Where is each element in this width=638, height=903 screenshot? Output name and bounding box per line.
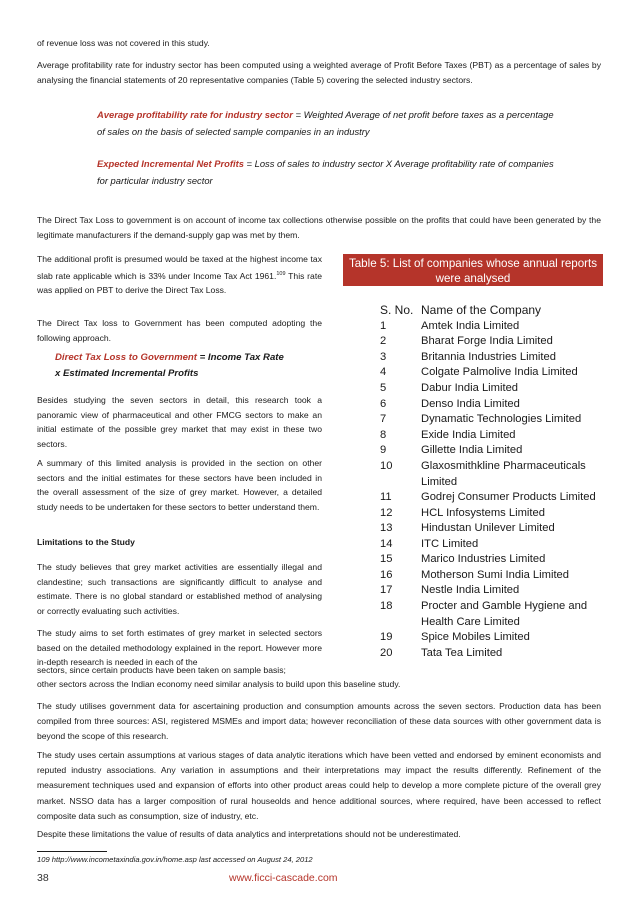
page-number: 38 bbox=[37, 872, 49, 884]
limitations-heading: Limitations to the Study bbox=[37, 537, 135, 547]
para-limitations: The study believes that grey market activities are essentially illegal and clandestine; such transactions are significantly difficult to analyse and estimate. There is no global standard or established method of analysing or correctly evaluating such activities. bbox=[37, 562, 322, 616]
row-no: 11 bbox=[380, 491, 392, 503]
row-name: Denso India Limited bbox=[421, 398, 520, 410]
formula-definition: = Loss of sales to industry sector X Average profitability rate of companies for particular industry sector bbox=[97, 158, 554, 186]
formula-rest: = Income Tax Rate bbox=[197, 352, 284, 363]
row-name: Colgate Palmolive India Limited bbox=[421, 366, 578, 378]
row-name: ITC Limited bbox=[421, 538, 479, 550]
row-name: Amtek India Limited bbox=[421, 320, 520, 332]
row-no: 1 bbox=[380, 320, 387, 332]
footer-website-link[interactable]: www.ficci-cascade.com bbox=[229, 872, 338, 884]
row-no: 12 bbox=[380, 507, 393, 519]
formula-direct-tax bbox=[55, 350, 325, 382]
row-no: 10 bbox=[380, 460, 393, 472]
row-name: Hindustan Unilever Limited bbox=[421, 522, 555, 534]
row-no: 8 bbox=[380, 429, 387, 441]
row-no: 14 bbox=[380, 538, 393, 550]
row-name: Dynamatic Technologies Limited bbox=[421, 413, 582, 425]
footnote: 109 http://www.incometaxindia.gov.in/home.asp last accessed on August 24, 2012 bbox=[37, 855, 313, 864]
row-name: Exide India Limited bbox=[421, 429, 516, 441]
row-no: 4 bbox=[380, 366, 387, 378]
row-no: 6 bbox=[380, 398, 387, 410]
para-text: The additional profit is presumed would be taxed at the highest income tax slab rate applicable which is 33% under Income Tax Act 1961. bbox=[37, 254, 322, 281]
row-name: Marico Industries Limited bbox=[421, 553, 546, 565]
row-name: Dabur India Limited bbox=[421, 382, 519, 394]
formula-term: Direct Tax Loss to Government bbox=[55, 352, 197, 363]
row-no: 17 bbox=[380, 584, 393, 596]
para-aims-cont1: sectors, since certain products have been taken on sample basis; bbox=[37, 665, 286, 675]
row-no: 13 bbox=[380, 522, 393, 534]
para-aims: The study aims to set forth estimates of grey market in selected sectors based on the detailed methodology explained in the report. However more in-depth research is needed in each of the bbox=[37, 628, 322, 668]
para-govt-data: The study utilises government data for ascertaining production and consumption amounts across the seven sectors. Production data has been compiled from three sources: ASI, registered MSMEs and import data; however reconciliation of these data sources with other government data is beyond the scope of this research. bbox=[37, 701, 601, 742]
row-no: 2 bbox=[380, 335, 387, 347]
para-avg-profitability: Average profitability rate for industry sector has been computed using a weighted average of Profit Before Taxes (PBT) as a percentage of sales by analysing the financial statements of 20 representative companies (Table 5) covering the selected industry sectors. bbox=[37, 60, 601, 86]
formula-line2: x Estimated Incremental Profits bbox=[55, 367, 199, 379]
para-aims-cont2: other sectors across the Indian economy need similar analysis to build upon this baseline study. bbox=[37, 679, 401, 689]
row-name: HCL Infosystems Limited bbox=[421, 507, 545, 519]
row-name: Britannia Industries Limited bbox=[421, 351, 556, 363]
row-name: Gillette India Limited bbox=[421, 444, 523, 456]
para-summary: A summary of this limited analysis is provided in the section on other sectors and the initial estimates for these sectors have been included in the overall assessment of the size of grey market. However, a detailed study needs to be undertaken for these sectors to better understand them. bbox=[37, 458, 322, 512]
para-direct-tax-loss: The Direct Tax Loss to government is on account of income tax collections otherwise possible on the profits that could have been generated by the legitimate manufacturers if the demand-supply gap was met by them. bbox=[37, 215, 601, 241]
para-despite: Despite these limitations the value of results of data analytics and interpretations should not be underestimated. bbox=[37, 829, 461, 839]
para-additional-profit bbox=[37, 252, 322, 298]
row-name: Tata Tea Limited bbox=[421, 647, 503, 659]
formula-definition: = Weighted Average of net profit before taxes as a percentage of sales on the basis of selected sample companies in an industry bbox=[97, 109, 554, 137]
row-no: 7 bbox=[380, 413, 387, 425]
row-name: Spice Mobiles Limited bbox=[421, 631, 530, 643]
row-no: 9 bbox=[380, 444, 387, 456]
row-name: Procter and Gamble Hygiene and Health Care Limited bbox=[421, 600, 588, 628]
row-name: Bharat Forge India Limited bbox=[421, 335, 553, 347]
formula-term: Average profitability rate for industry sector bbox=[97, 109, 293, 120]
row-no: 3 bbox=[380, 351, 387, 363]
formula-avg-profitability bbox=[97, 107, 557, 140]
row-name: Motherson Sumi India Limited bbox=[421, 569, 569, 581]
row-name: Nestle India Limited bbox=[421, 584, 520, 596]
formula-term: Expected Incremental Net Profits bbox=[97, 158, 244, 169]
row-no: 5 bbox=[380, 382, 387, 394]
para-besides: Besides studying the seven sectors in detail, this research took a panoramic view of pharmaceutical and other FMCG sectors to make an initial estimate of the possible grey market that may exist in these two sectors. bbox=[37, 395, 322, 449]
formula-expected-profits bbox=[97, 156, 557, 189]
table5-col-no: S. No. bbox=[380, 303, 414, 317]
row-no: 20 bbox=[380, 647, 393, 659]
table5-col-name: Name of the Company bbox=[421, 303, 542, 317]
table5-title: Table 5: List of companies whose annual reports were analysed bbox=[343, 254, 603, 286]
para-text: This rate was applied on PBT to derive the Direct Tax Loss. bbox=[37, 270, 322, 296]
row-no: 16 bbox=[380, 569, 393, 581]
row-no: 15 bbox=[380, 553, 393, 565]
footnote-divider bbox=[37, 851, 107, 852]
footnote-ref: 109 bbox=[276, 270, 286, 277]
row-name: Glaxosmithkline Pharmaceuticals Limited bbox=[421, 460, 586, 488]
para-assumptions: The study uses certain assumptions at various stages of data analytic iterations which have been vetted and endorsed by eminent economists and reputed industry associations. Any variation in assumptions and their interpretations may impact the results differently. Refinement of the measurement techniques used and expansion of efforts into other product areas could help to develop a more complete picture of the overall grey market. NSSO data has a larger composition of rural houseolds and hence additional sources, where required, have been accessed to reflect composite data such as consumption, size of industry, etc. bbox=[37, 750, 601, 821]
row-no: 18 bbox=[380, 600, 393, 612]
para-computed-adopting: The Direct Tax loss to Government has been computed adopting the following approach. bbox=[37, 318, 322, 343]
row-name: Godrej Consumer Products Limited bbox=[421, 491, 596, 503]
intro-fragment: of revenue loss was not covered in this study. bbox=[37, 38, 210, 48]
row-no: 19 bbox=[380, 631, 393, 643]
